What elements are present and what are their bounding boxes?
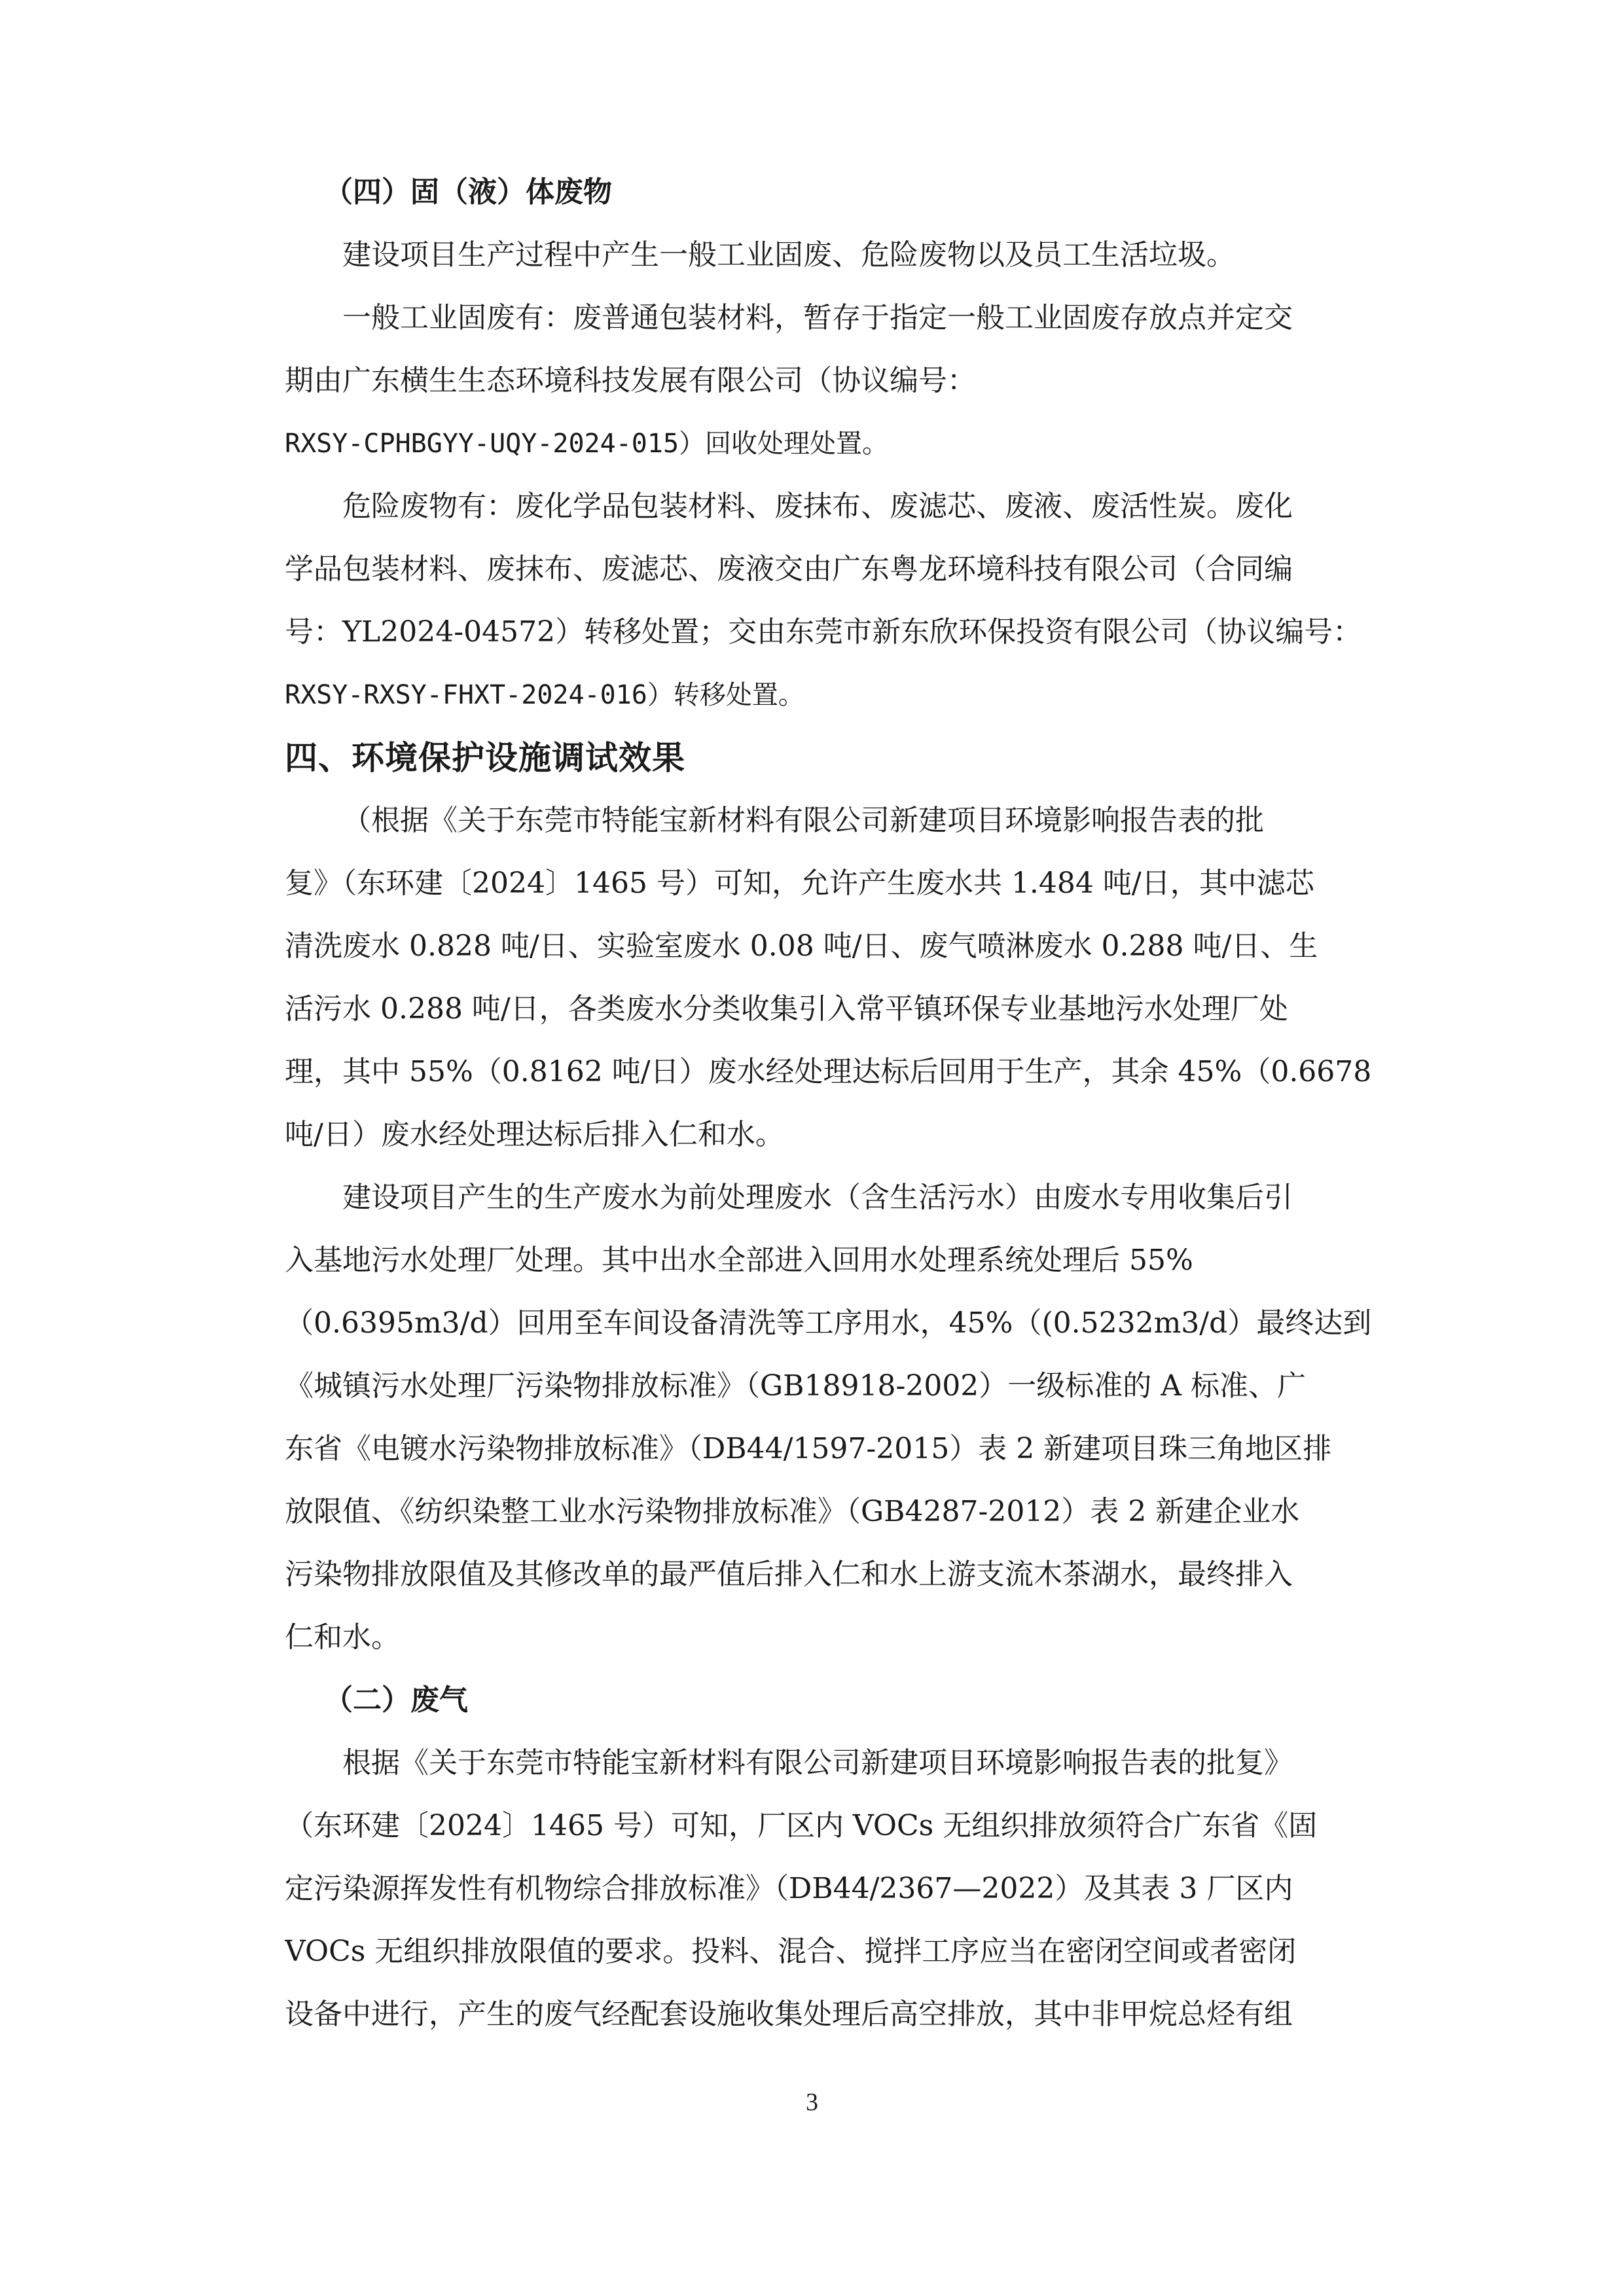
- document-body: [285, 171, 1404, 2056]
- paragraph-line: 复》（东环建〔2024〕1465 号）可知，允许产生废水共 1.484 吨/日，其中滤芯: [285, 867, 1314, 900]
- paragraph-line: 活污水 0.288 吨/日，各类废水分类收集引入常平镇环保专业基地污水处理厂处: [285, 992, 1288, 1026]
- paragraph-line: 根据《关于东莞市特能宝新材料有限公司新建项目环境影响报告表的批复》: [342, 1746, 1293, 1780]
- paragraph-line: 建设项目生产过程中产生一般工业固废、危险废物以及员工生活垃圾。: [342, 238, 1235, 272]
- paragraph-line: 污染物排放限值及其修改单的最严值后排入仁和水上游支流木茶湖水，最终排入: [285, 1558, 1293, 1591]
- paragraph-line: RXSY-RXSY-FHXT-2024-016）转移处置。: [285, 680, 804, 710]
- paragraph-line: （0.6395m3/d）回用至车间设备清洗等工序用水，45%（(0.5232m3/d）最终达到: [285, 1306, 1372, 1340]
- paragraph-line: 一般工业固废有：废普通包装材料，暂存于指定一般工业固废存放点并定交: [342, 301, 1293, 334]
- paragraph-line: （根据《关于东莞市特能宝新材料有限公司新建项目环境影响报告表的批: [342, 804, 1264, 837]
- paragraph-line: 《城镇污水处理厂污染物排放标准》（GB18918-2002）一级标准的 A 标准、广: [285, 1369, 1307, 1403]
- heading-solid-liquid-waste: （四）固（液）体废物: [324, 175, 612, 209]
- paragraph-line: 清洗废水 0.828 吨/日、实验室废水 0.08 吨/日、废气喷淋废水 0.288 吨/日、生: [285, 929, 1318, 963]
- paragraph-line: 建设项目产生的生产废水为前处理废水（含生活污水）由废水专用收集后引: [342, 1181, 1293, 1214]
- paragraph-line: （东环建〔2024〕1465 号）可知，厂区内 VOCs 无组织排放须符合广东省《固: [285, 1809, 1318, 1842]
- paragraph-line: VOCs 无组织排放限值的要求。投料、混合、搅拌工序应当在密闭空间或者密闭: [285, 1935, 1297, 1968]
- paragraph-line: 吨/日）废水经处理达标后排入仁和水。: [285, 1118, 784, 1151]
- paragraph-line: RXSY-CPHBGYY-UQY-2024-015）回收处理处置。: [285, 429, 889, 459]
- paragraph-line: 东省《电镀水污染物排放标准》（DB44/1597-2015）表 2 新建项目珠三角地区排: [285, 1432, 1332, 1465]
- paragraph-line: 理，其中 55%（0.8162 吨/日）废水经处理达标后回用于生产，其余 45%（0.6678: [285, 1055, 1372, 1088]
- paragraph-line: 定污染源挥发性有机物综合排放标准》（DB44/2367—2022）及其表 3 厂区内: [285, 1872, 1293, 1905]
- paragraph-line: 学品包装材料、废抹布、废滤芯、废液交由广东粤龙环境科技有限公司（合同编: [285, 552, 1293, 586]
- heading-waste-gas: （二）废气: [324, 1683, 468, 1717]
- paragraph-line: 危险废物有：废化学品包装材料、废抹布、废滤芯、废液、废活性炭。废化: [342, 490, 1293, 523]
- heading-environmental-facilities-effects: 四、环境保护设施调试效果: [285, 739, 685, 777]
- paragraph-line: 入基地污水处理厂处理。其中出水全部进入回用水处理系统处理后 55%: [285, 1244, 1193, 1277]
- paragraph-line: 期由广东横生生态环境科技发展有限公司（协议编号：: [285, 364, 976, 397]
- paragraph-line: 放限值、《纺织染整工业水污染物排放标准》（GB4287-2012）表 2 新建企业水: [285, 1495, 1300, 1528]
- paragraph-line: 仁和水。: [285, 1621, 400, 1654]
- page-number: 3: [806, 2089, 818, 2116]
- paragraph-line: 设备中进行，产生的废气经配套设施收集处理后高空排放，其中非甲烷总烃有组: [285, 1998, 1293, 2031]
- paragraph-line: 号：YL2024-04572）转移处置；交由东莞市新东欣环保投资有限公司（协议编号：: [285, 615, 1362, 649]
